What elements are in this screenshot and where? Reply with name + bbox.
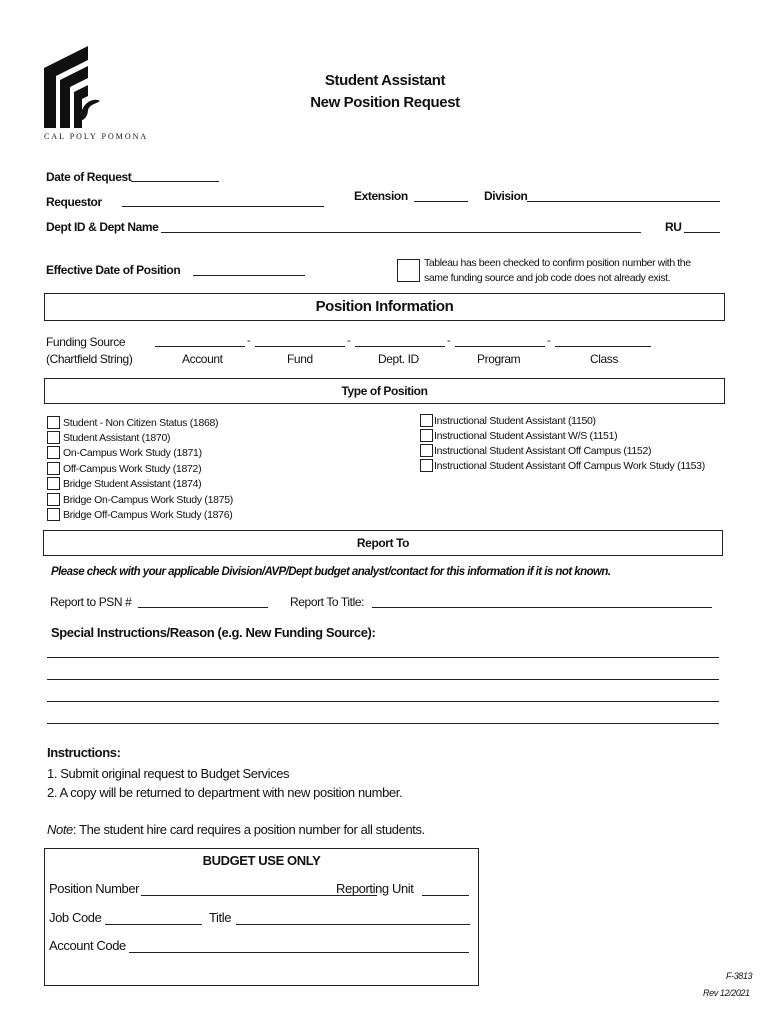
option-label: Student Assistant (1870): [63, 431, 171, 444]
dept-id-name-label: Dept ID & Dept Name: [46, 220, 159, 234]
ru-field[interactable]: [684, 232, 720, 233]
special-instructions-line-3[interactable]: [47, 701, 719, 702]
job-code-label: Job Code: [49, 910, 102, 925]
funding-sep-3: -: [447, 335, 451, 347]
instructions-step-1: 1. Submit original request to Budget Services: [47, 766, 290, 781]
checkbox[interactable]: [420, 444, 433, 457]
checkbox[interactable]: [47, 493, 60, 506]
checkbox[interactable]: [47, 477, 60, 490]
form-title-line2: New Position Request: [310, 94, 460, 111]
funding-dept-field[interactable]: [355, 346, 445, 347]
dept-id-name-field[interactable]: [161, 232, 641, 233]
funding-account-field[interactable]: [155, 346, 245, 347]
report-to-psn-field[interactable]: [138, 607, 268, 608]
form-number: F-3813: [726, 971, 753, 981]
ru-label: RU: [665, 220, 682, 234]
option-1153[interactable]: [420, 459, 705, 472]
checkbox[interactable]: [47, 446, 60, 459]
special-instructions-line-4[interactable]: [47, 723, 719, 724]
option-1870[interactable]: [47, 431, 170, 444]
checkbox[interactable]: [47, 431, 60, 444]
account-code-field[interactable]: [129, 952, 469, 953]
type-of-position-header: [44, 378, 725, 404]
division-field[interactable]: [527, 201, 720, 202]
tableau-note-line1: Tableau has been checked to confirm position number with the: [424, 257, 691, 269]
option-1874[interactable]: [47, 477, 201, 490]
form-title: [0, 70, 770, 114]
effective-date-label: Effective Date of Position: [46, 263, 181, 277]
tableau-note: [424, 256, 691, 286]
option-1871[interactable]: [47, 446, 202, 459]
special-instructions-line-2[interactable]: [47, 679, 719, 680]
option-1151[interactable]: [420, 429, 617, 442]
logo-wordmark: CAL POLY POMONA: [44, 132, 149, 141]
checkbox[interactable]: [420, 459, 433, 472]
option-label: Bridge On-Campus Work Study (1875): [63, 493, 233, 506]
date-of-request-field[interactable]: [131, 181, 219, 182]
segment-dept-id-label: Dept. ID: [378, 352, 419, 366]
option-label: Off-Campus Work Study (1872): [63, 462, 202, 475]
funding-source-label: Funding Source: [46, 335, 126, 349]
tableau-checkbox[interactable]: [397, 259, 420, 282]
funding-sep-2: -: [347, 335, 351, 347]
revision-date: Rev 12/2021: [703, 988, 750, 998]
instructions-note-label: Note: [47, 822, 73, 837]
checkbox[interactable]: [47, 416, 60, 429]
funding-sep-4: -: [547, 335, 551, 347]
title-field[interactable]: [236, 924, 470, 925]
tableau-note-line2: same funding source and job code does not already exist.: [424, 272, 671, 284]
requestor-field[interactable]: [122, 206, 324, 207]
option-1876[interactable]: [47, 508, 232, 521]
division-label: Division: [484, 189, 528, 203]
instructions-step-2: 2. A copy will be returned to department with new position number.: [47, 785, 403, 800]
title-label: Title: [209, 910, 232, 925]
budget-use-only-box: [44, 848, 479, 986]
position-information-header: [44, 293, 725, 321]
option-label: Instructional Student Assistant Off Campus (1152): [434, 444, 652, 457]
effective-date-field[interactable]: [193, 275, 305, 276]
option-label: Instructional Student Assistant Off Campus Work Study (1153): [434, 459, 705, 472]
funding-class-field[interactable]: [555, 346, 651, 347]
instructions-note-text: : The student hire card requires a position number for all students.: [72, 822, 425, 837]
report-to-title-field[interactable]: [372, 607, 712, 608]
reporting-unit-label: Reporting Unit: [336, 881, 414, 896]
segment-program-label: Program: [477, 352, 521, 366]
reporting-unit-field[interactable]: [422, 895, 469, 896]
chartfield-label: (Chartfield String): [46, 352, 133, 366]
option-label: Student - Non Citizen Status (1868): [63, 416, 219, 429]
option-label: Instructional Student Assistant (1150): [434, 414, 596, 427]
report-to-psn-label: Report to PSN #: [50, 595, 132, 609]
option-1150[interactable]: [420, 414, 596, 427]
extension-field[interactable]: [414, 201, 468, 202]
option-1868[interactable]: [47, 416, 218, 429]
extension-label: Extension: [354, 189, 408, 203]
option-label: Bridge Off-Campus Work Study (1876): [63, 508, 233, 521]
type-of-position-heading: Type of Position: [341, 384, 428, 398]
checkbox[interactable]: [420, 414, 433, 427]
option-label: Instructional Student Assistant W/S (1151): [434, 429, 618, 442]
option-1875[interactable]: [47, 493, 233, 506]
segment-account-label: Account: [182, 352, 223, 366]
segment-fund-label: Fund: [287, 352, 313, 366]
option-1872[interactable]: [47, 462, 201, 475]
report-to-header: [43, 530, 723, 556]
funding-sep-1: -: [247, 335, 251, 347]
funding-fund-field[interactable]: [255, 346, 345, 347]
special-instructions-line-1[interactable]: [47, 657, 719, 658]
instructions-heading: Instructions:: [47, 745, 121, 760]
report-to-note: Please check with your applicable Division/AVP/Dept budget analyst/contact for this information if it is not known.: [51, 566, 611, 578]
option-label: Bridge Student Assistant (1874): [63, 477, 202, 490]
segment-class-label: Class: [590, 352, 619, 366]
checkbox[interactable]: [47, 508, 60, 521]
date-of-request-label: Date of Request: [46, 170, 132, 184]
report-to-heading: Report To: [356, 536, 410, 550]
special-instructions-label: Special Instructions/Reason (e.g. New Funding Source):: [51, 625, 376, 640]
funding-program-field[interactable]: [455, 346, 545, 347]
form-title-line1: Student Assistant: [324, 72, 446, 89]
report-to-title-label: Report To Title:: [290, 595, 365, 609]
position-information-heading: Position Information: [315, 298, 454, 315]
instructions-note: [47, 822, 425, 837]
checkbox[interactable]: [420, 429, 433, 442]
budget-use-only-heading: BUDGET USE ONLY: [202, 853, 321, 868]
job-code-field[interactable]: [105, 924, 202, 925]
checkbox[interactable]: [47, 462, 60, 475]
option-label: On-Campus Work Study (1871): [63, 446, 202, 459]
position-number-label: Position Number: [49, 881, 140, 896]
option-1152[interactable]: [420, 444, 651, 457]
requestor-label: Requestor: [46, 195, 102, 209]
account-code-label: Account Code: [49, 938, 126, 953]
